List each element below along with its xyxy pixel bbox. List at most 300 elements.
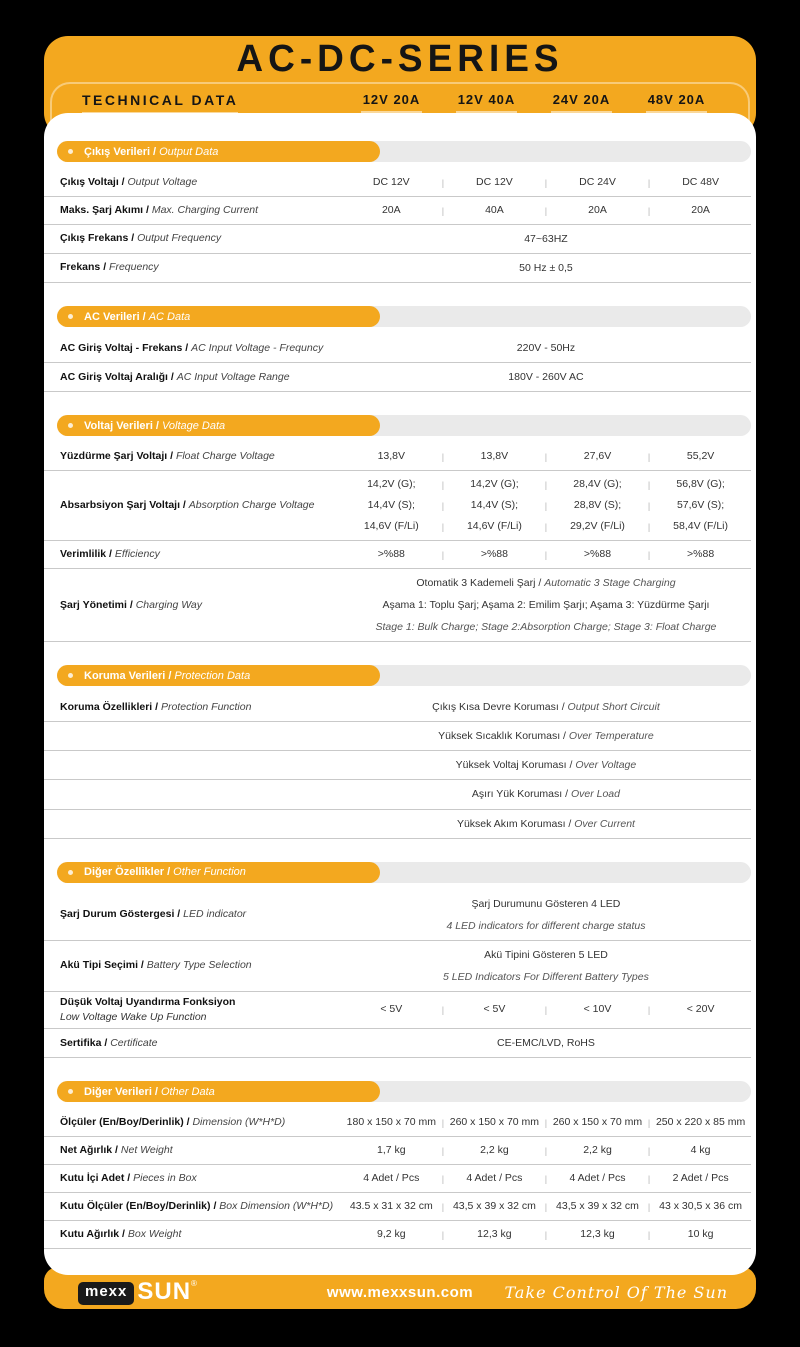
section-ac-data [44,306,756,392]
value-line [341,228,751,250]
title-area [44,36,756,82]
value-row [341,495,751,516]
website-link[interactable]: www.mexxsun.com [326,1283,474,1301]
section-title-tr: Diğer Özellikler [84,866,165,879]
value-cell: 4 kg [690,1144,711,1157]
column-separator: | [647,479,651,490]
value-line-tr: 180V - 260V AC [508,371,584,384]
value-cell: 250 x 220 x 85 mm [655,1116,746,1129]
value-cell: 58,4V (F/Li) [673,520,729,533]
row-label-en: Absorption Charge Voltage [188,499,315,512]
value-line-tr: Yüksek Akım Koruması [456,817,566,830]
spec-row [44,890,751,941]
row-label-separator: / [167,450,176,463]
spec-row [44,1109,751,1137]
row-values [341,1140,751,1161]
spec-row [44,363,751,392]
value-cell: 4 Adet / Pcs [363,1172,420,1185]
value-cell: 43 x 30,5 x 36 cm [659,1200,743,1213]
row-label-en: AC Input Voltage - Frequncy [191,341,324,354]
row-values [341,999,751,1020]
row-label-en: Frequency [109,261,159,274]
column-separator: | [647,1173,651,1184]
spec-row [44,992,751,1029]
value-line: Aşırı Yük Koruması / Over Load [471,788,620,801]
section-rows [44,1109,751,1249]
spec-row [44,225,751,254]
value-cell: 260 x 150 x 70 mm [552,1116,643,1129]
value-row [341,1140,751,1161]
value-line: Yüksek Akım Koruması / Over Current [456,817,635,830]
spec-row [44,197,751,225]
value-row [341,1224,751,1245]
section-header-pill [57,1081,380,1102]
section-title-en: Output Data [159,145,219,158]
row-values [341,200,751,221]
value-line-tr: 50 Hz ± 0,5 [519,262,573,275]
value-cell: 43.5 x 31 x 32 cm [349,1200,433,1213]
section-title-separator: / [168,669,172,682]
row-values [341,944,751,988]
row-label-en: Float Charge Voltage [175,450,275,463]
value-cell: 56,8V (G); [676,478,725,491]
row-label [44,1115,341,1130]
value-line: Çıkış Kısa Devre Koruması / Output Short Circuit [432,701,660,714]
row-label-tr: Kutu Ağırlık [60,1228,120,1241]
value-cell: 10 kg [687,1228,714,1241]
value-cell: 28,4V (G); [573,478,622,491]
column-separator: | [544,500,548,511]
value-cell: 2,2 kg [583,1144,612,1157]
section-header-row [57,141,751,162]
row-label-en: Protection Function [160,700,252,713]
bullet-icon [68,423,73,428]
column-separator: | [441,451,445,462]
column-separator: | [544,1173,548,1184]
value-line-tr: Aşama 1: Toplu Şarj; Aşama 2: Emilim Şarjı; Aşama 3: Yüzdürme Şarjı [382,599,710,612]
row-values [341,228,751,250]
value-cell: 43,5 x 39 x 32 cm [452,1200,536,1213]
page-title: AC-DC-SERIES [236,37,564,80]
value-cell: 57,6V (S); [676,499,725,512]
value-cell: < 20V [686,1003,715,1016]
value-line: Yüksek Voltaj Koruması / Over Voltage [455,759,637,772]
value-line-en: Over Temperature [568,730,654,743]
row-values [341,1112,751,1133]
value-line-tr: Otomatik 3 Kademeli Şarj [416,577,536,590]
row-label-separator: / [174,908,184,920]
value-row [341,172,751,193]
row-label [44,995,341,1025]
row-label-tr: Şarj Yönetimi [60,598,127,611]
value-cell: 14,6V (F/Li) [363,520,419,533]
section-other-function [44,862,756,1059]
row-values [341,1196,751,1217]
value-cell: 29,2V (F/Li) [570,520,625,533]
row-label-separator: / [143,203,152,216]
section-title-en: Other Function [173,866,246,879]
value-cell: 14,4V (S); [367,499,415,512]
row-label-separator: / [152,700,161,713]
column-separator: | [647,1117,651,1128]
column-separator: | [544,549,548,560]
section-header-row [57,306,751,327]
technical-data-label: TECHNICAL DATA [82,92,238,114]
row-values [341,696,751,718]
logo-sun-text: SUN [137,1278,192,1306]
spec-row [44,1193,751,1221]
section-voltage-data [44,415,756,642]
section-title-tr: AC Verileri [84,310,140,323]
row-label-separator: / [112,1144,121,1157]
row-label-tr: Ölçüler (En/Boy/Derinlik) [60,1116,184,1129]
column-separator: | [544,451,548,462]
column-separator: | [544,1201,548,1212]
value-row [341,516,751,537]
row-values [341,1168,751,1189]
spec-row [44,1029,751,1058]
section-rows [44,334,751,392]
value-cell: >%88 [377,548,405,561]
value-line: Otomatik 3 Kademeli Şarj / Automatic 3 Stage Charging [416,577,676,590]
column-separator: | [544,479,548,490]
row-label-en: Net Weight [120,1144,173,1157]
row-label-en: Max. Charging Current [151,203,259,216]
section-title-tr: Koruma Verileri [84,669,166,682]
model-column-headers [344,92,724,113]
row-label [44,1036,341,1051]
row-label-tr: Çıkış Frekans [60,232,129,245]
value-line-en: Over Load [570,788,620,801]
spec-row [44,941,751,992]
row-values [341,474,751,537]
row-label [44,203,341,218]
row-label-separator: / [119,1228,128,1241]
section-header-pill [57,306,380,327]
value-cell: 40A [485,204,504,216]
row-label [44,1227,341,1242]
value-line-en: 5 LED Indicators For Different Battery Types [443,970,649,983]
row-label-tr: Kutu İçi Adet [60,1172,125,1185]
column-header-0 [344,92,439,113]
row-label [44,260,341,275]
spec-row [44,443,751,471]
row-label [44,231,341,246]
value-cell: 4 Adet / Pcs [466,1172,523,1185]
row-label-separator: / [183,1116,193,1129]
row-label-tr: Net Ağırlık [60,1144,113,1157]
column-separator: | [647,1004,651,1015]
row-label-tr: Absarbsiyon Şarj Voltajı [60,499,181,512]
value-row [341,446,751,467]
value-cell: 13,8V [377,450,406,463]
value-cell: >%88 [583,548,612,561]
value-cell: 14,2V (G); [470,478,519,491]
row-label-en: Certificate [110,1036,158,1049]
column-separator: | [647,521,651,532]
column-separator: | [647,205,651,216]
value-cell: < 5V [380,1003,403,1016]
spec-row [44,1137,751,1165]
column-separator: | [647,451,651,462]
value-line [341,1032,751,1054]
column-header-label: 12V 20A [361,92,423,113]
row-values [341,725,751,747]
spec-row [44,254,751,283]
section-rows [44,169,751,283]
section-header-row [57,1081,751,1102]
value-line [341,893,751,915]
row-label-en: AC Input Voltage Range [176,370,290,383]
row-label-separator: / [124,1172,134,1185]
row-label-tr: AC Giriş Voltaj - Frekans [60,341,183,354]
spec-sections [44,141,756,1249]
value-row [341,544,751,565]
slogan-text: Take Control Of The Sun [504,1282,728,1302]
value-cell: 260 x 150 x 70 mm [449,1116,540,1129]
row-label-en: Battery Type Selection [146,959,252,972]
row-label [44,341,341,356]
row-values [341,754,751,776]
section-protection-data [44,665,756,838]
value-cell: 180 x 150 x 70 mm [346,1116,436,1129]
column-separator: | [647,1201,651,1212]
spec-card [44,113,756,1275]
value-row [341,1196,751,1217]
value-line [341,944,751,966]
value-line [341,257,751,279]
column-separator: | [544,1145,548,1156]
row-values [341,813,751,835]
row-values [341,172,751,193]
value-cell: DC 12V [372,176,410,188]
column-separator: | [647,1145,651,1156]
column-separator: | [647,1229,651,1240]
column-separator: | [441,549,445,560]
row-label-tr: Verimlilik [60,548,107,561]
column-separator: | [441,479,445,490]
row-label-separator: / [138,959,147,972]
column-separator: | [544,205,548,216]
row-label [44,547,341,562]
row-label-tr: Çıkış Voltajı [60,175,119,188]
column-header-1 [439,92,534,113]
row-label-tr: Sertifika [60,1036,102,1049]
row-label [44,907,341,922]
section-header-row [57,415,751,436]
row-values [341,446,751,467]
row-values [341,893,751,937]
column-separator: | [441,205,445,216]
value-line-tr: CE-EMC/LVD, RoHS [497,1037,595,1050]
spec-row [44,1221,751,1249]
row-values [341,257,751,279]
column-separator: | [647,549,651,560]
section-title-separator: / [142,310,146,323]
column-separator: | [544,1117,548,1128]
value-row [341,474,751,495]
section-title-separator: / [154,1085,158,1098]
value-line-en: Output Short Circuit [567,701,660,714]
datasheet [44,0,756,1347]
row-values [341,783,751,805]
row-label-en: Output Voltage [127,175,198,188]
section-header-row [57,665,751,686]
section-rows [44,693,751,838]
spec-row [44,334,751,363]
row-label-en: LED indicator [183,908,247,920]
spec-row [44,471,751,541]
row-label [44,498,341,513]
value-line-en: Automatic 3 Stage Charging [544,577,676,590]
section-title-separator: / [167,866,171,879]
value-cell: 9,2 kg [377,1228,406,1241]
column-separator: | [441,177,445,188]
row-values [341,337,751,359]
value-cell: 12,3 kg [477,1228,512,1241]
column-separator: | [441,1117,445,1128]
value-cell: < 5V [483,1003,506,1016]
row-label-en: Pieces in Box [133,1172,197,1185]
value-cell: 55,2V [686,450,715,463]
value-line-en: Over Voltage [575,759,637,772]
value-cell: 14,4V (S); [470,499,519,512]
section-title-en: AC Data [148,310,191,323]
value-line-en: 4 LED indicators for different charge status [446,919,646,932]
row-label-tr: Maks. Şarj Akımı [60,203,144,216]
value-line-tr: Şarj Durumunu Gösteren 4 LED [471,897,621,910]
value-line [341,616,751,638]
value-cell: DC 48V [682,176,719,188]
column-separator: | [441,1145,445,1156]
row-label-separator: / [167,370,177,383]
row-label [44,1199,341,1214]
section-header-pill [57,862,380,883]
column-header-label: 12V 40A [456,92,518,113]
row-label-separator: / [128,232,138,245]
value-cell: 43,5 x 39 x 32 cm [556,1200,639,1213]
section-output-data [44,141,756,283]
row-label-separator: / [118,175,128,188]
value-cell: 2,2 kg [480,1144,509,1157]
section-title-separator: / [153,145,157,158]
row-label-tr: Şarj Durum Göstergesi [60,908,175,920]
row-label [44,598,341,613]
spec-row [44,780,751,809]
value-cell: 27,6V [583,450,612,463]
row-label-tr: Kutu Ölçüler (En/Boy/Derinlik) [60,1200,211,1213]
value-cell: 2 Adet / Pcs [672,1172,729,1185]
value-cell: 12,3 kg [580,1228,615,1241]
spec-row [44,541,751,569]
value-line [341,366,751,388]
row-label-en: Efficiency [114,548,160,561]
row-label-tr: Koruma Özellikleri [60,700,153,713]
value-line [341,966,751,988]
bullet-icon [68,149,73,154]
row-label-tr: Akü Tipi Seçimi [60,959,138,972]
row-values [341,544,751,565]
section-rows [44,890,751,1059]
column-separator: | [544,177,548,188]
row-label-en: Dimension (W*H*D) [192,1116,286,1129]
row-values [341,572,751,638]
section-title-separator: / [155,419,159,432]
value-row [341,1112,751,1133]
row-values [341,366,751,388]
value-line [341,915,751,937]
bullet-icon [68,314,73,319]
column-separator: | [441,1173,445,1184]
value-cell: < 10V [583,1003,612,1016]
column-separator: | [544,521,548,532]
value-line [341,337,751,359]
column-header-label: 24V 20A [551,92,613,113]
value-cell: 4 Adet / Pcs [569,1172,626,1185]
row-label-separator: / [210,1200,220,1213]
value-line-tr: Yüksek Sıcaklık Koruması [438,730,561,743]
registered-mark: ® [191,1279,197,1289]
row-label [44,449,341,464]
value-line-tr: Çıkış Kısa Devre Koruması [432,701,559,714]
value-cell: 13,8V [480,450,509,463]
spec-row [44,810,751,839]
row-label-en: Output Frequency [137,232,222,245]
row-label-tr: Frekans [60,261,101,274]
column-separator: | [544,1229,548,1240]
value-line-en: Stage 1: Bulk Charge; Stage 2:Absorption Charge; Stage 3: Float Charge [375,621,717,634]
column-separator: | [544,1004,548,1015]
value-line [341,594,751,616]
section-other-data [44,1081,756,1249]
row-label-second-line: Low Voltage Wake Up Function [60,1010,207,1023]
value-cell: >%88 [687,548,715,561]
value-line-tr: Akü Tipini Gösteren 5 LED [484,948,608,961]
row-values [341,1032,751,1054]
column-separator: | [441,1229,445,1240]
value-row [341,999,751,1020]
value-cell: >%88 [480,548,508,561]
value-cell: DC 24V [579,176,616,188]
column-separator: | [647,177,651,188]
row-label [44,1143,341,1158]
column-separator: | [647,500,651,511]
row-label-separator: / [126,598,136,611]
section-header-pill [57,141,380,162]
row-label [44,1171,341,1186]
section-title-en: Protection Data [174,669,251,682]
value-cell: 20A [691,204,710,216]
section-title-en: Other Data [160,1085,215,1098]
row-label-en: Box Dimension (W*H*D) [219,1200,334,1213]
row-label-tr: Düşük Voltaj Uyandırma Fonksiyon [60,995,236,1008]
bullet-icon [68,870,73,875]
value-row [341,200,751,221]
column-separator: | [441,521,445,532]
bullet-icon [68,1089,73,1094]
section-header-pill [57,415,380,436]
spec-row [44,1165,751,1193]
logo-mexx-box: mexx [78,1282,134,1305]
spec-row [44,569,751,642]
value-line-en: Over Current [574,817,635,830]
value-cell: 14,6V (F/Li) [466,520,522,533]
row-label-separator: / [180,499,189,512]
column-separator: | [441,500,445,511]
section-title-tr: Voltaj Verileri [84,419,153,432]
row-label-separator: / [101,1036,111,1049]
column-header-2 [534,92,629,113]
